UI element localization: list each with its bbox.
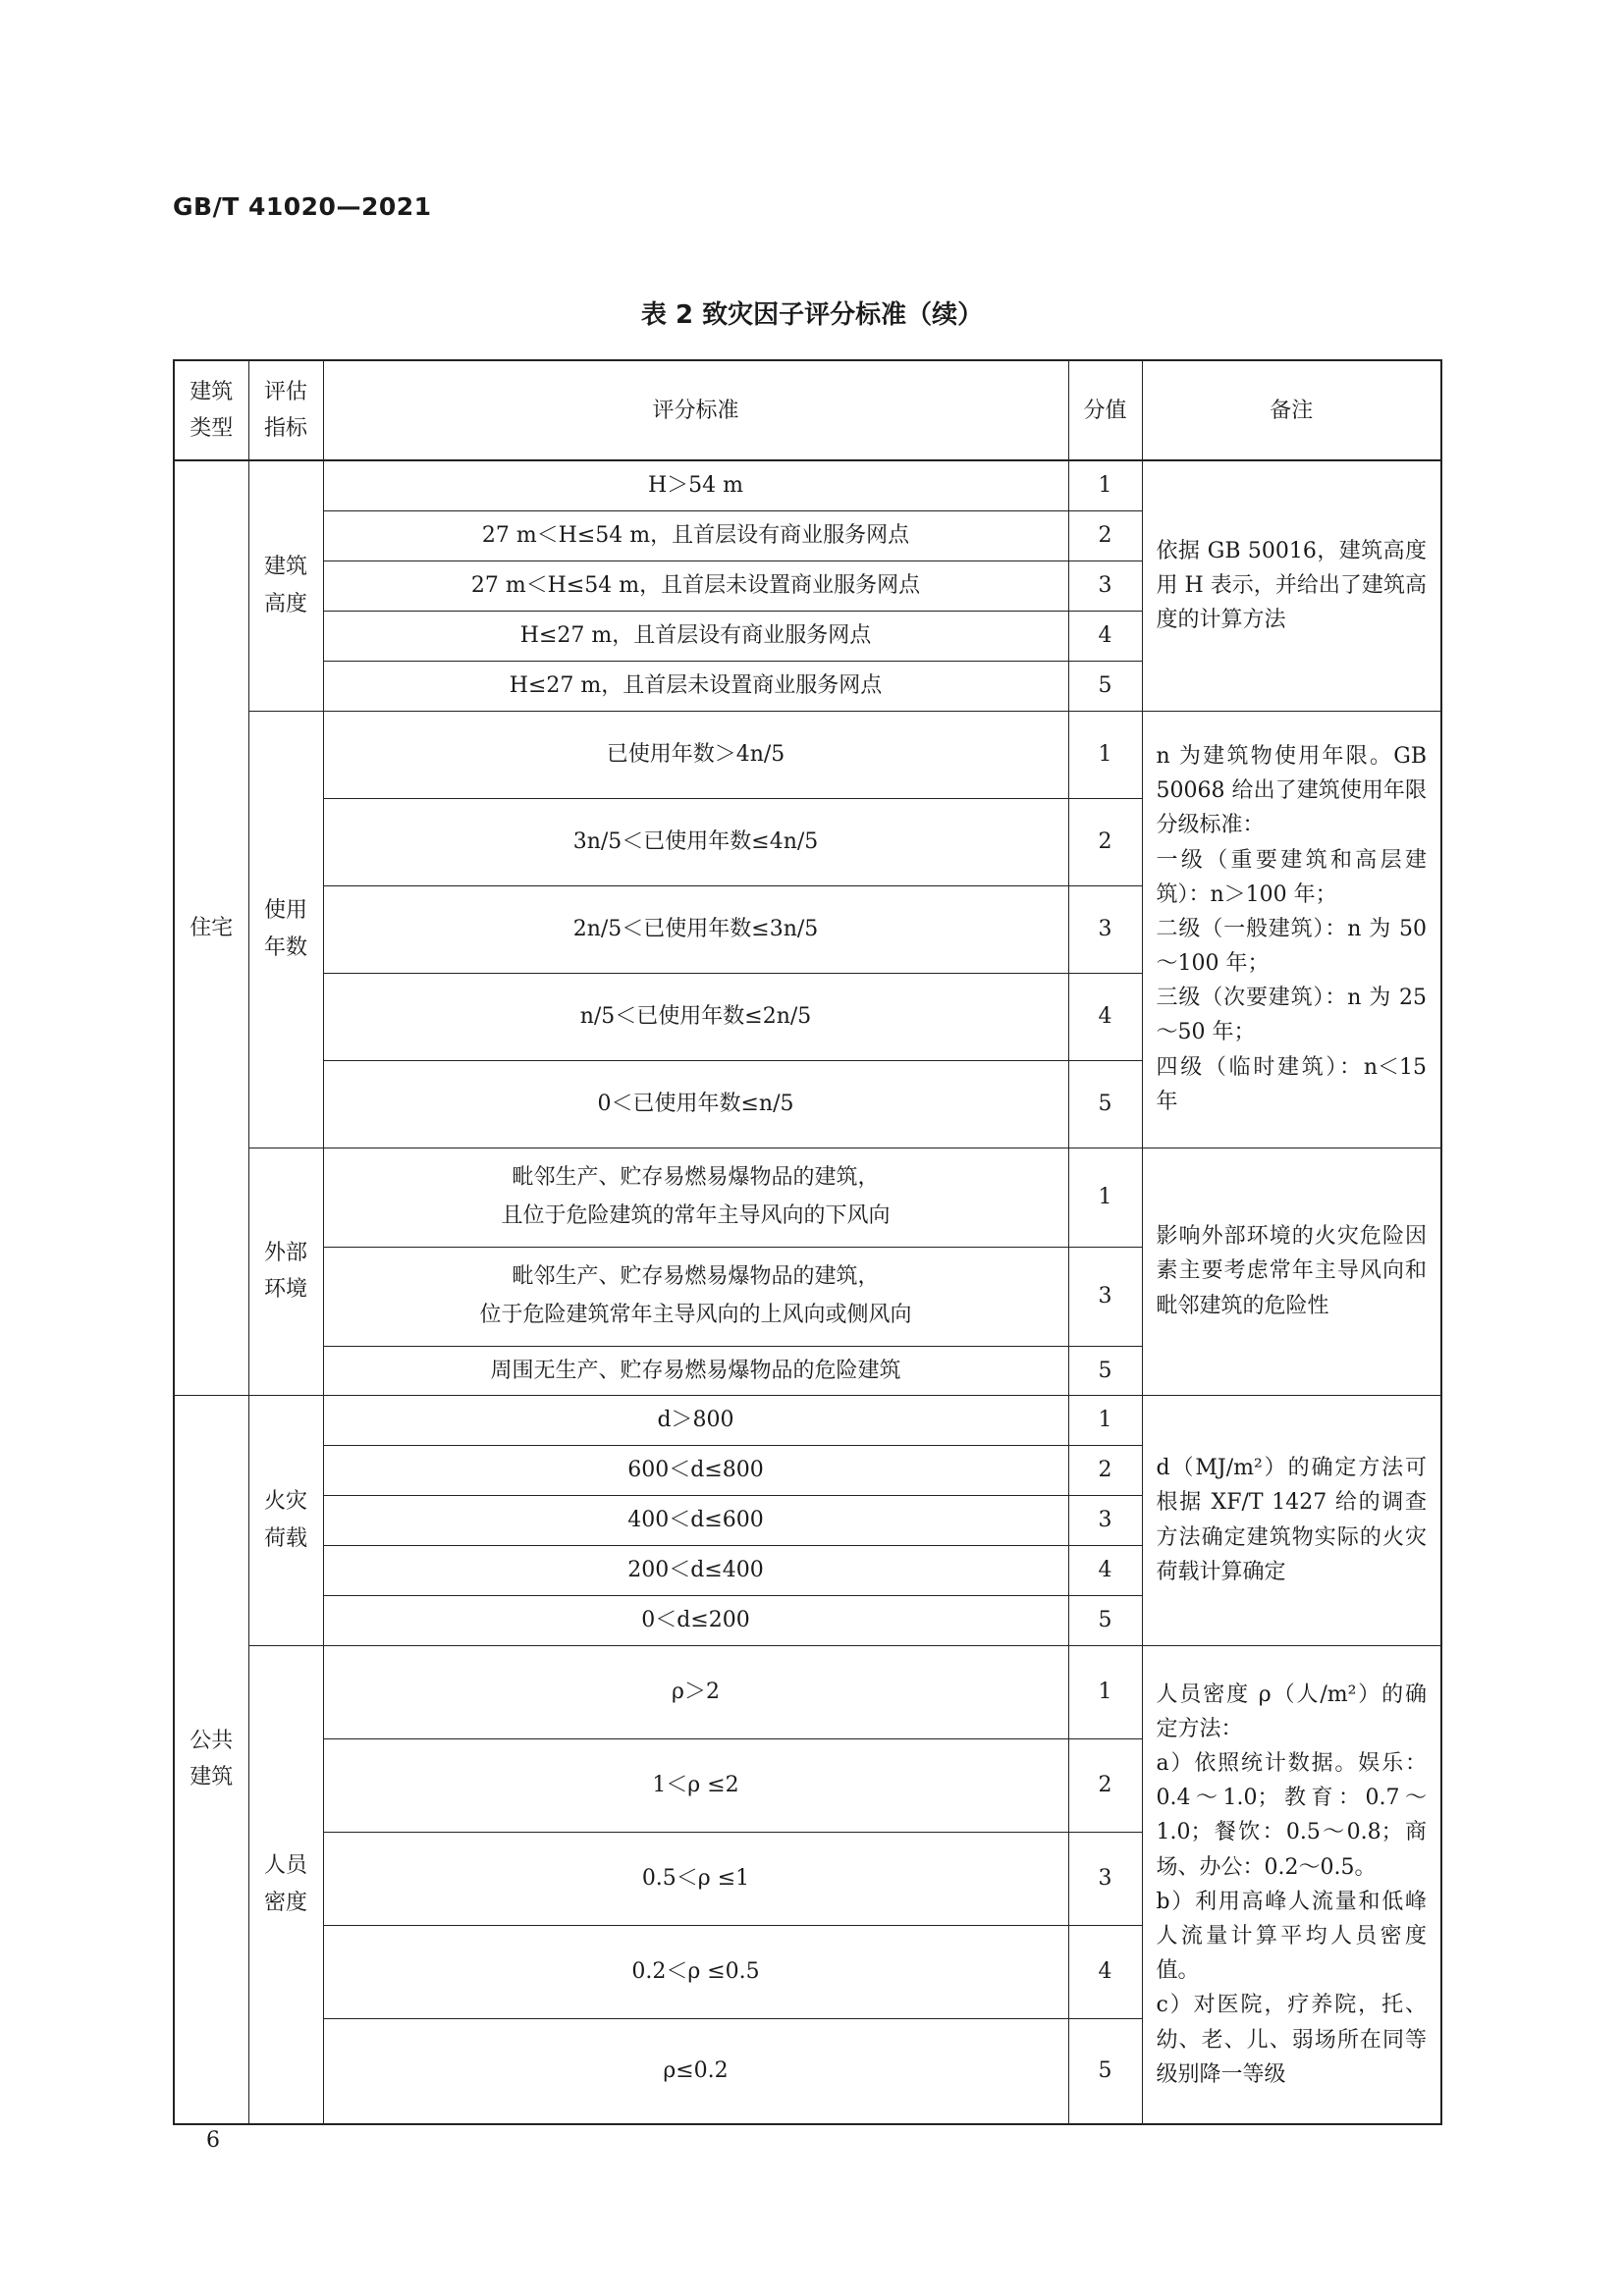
score-cell: 4 — [1068, 1545, 1142, 1595]
criterion-cell: 27 m＜H≤54 m，且首层设有商业服务网点 — [323, 510, 1068, 561]
building-type-cell: 公共 建筑 — [174, 1395, 248, 2124]
criterion-cell: d＞800 — [323, 1395, 1068, 1445]
score-cell: 2 — [1068, 1445, 1142, 1495]
score-cell: 2 — [1068, 1738, 1142, 1832]
criterion-cell: 周围无生产、贮存易燃易爆物品的危险建筑 — [323, 1346, 1068, 1395]
criterion-cell: 27 m＜H≤54 m，且首层未设置商业服务网点 — [323, 561, 1068, 611]
criterion-cell: 毗邻生产、贮存易燃易爆物品的建筑， 位于危险建筑常年主导风向的上风向或侧风向 — [323, 1247, 1068, 1346]
indicator-cell: 使用 年数 — [248, 711, 323, 1148]
note-cell: 影响外部环境的火灾危险因素主要考虑常年主导风向和毗邻建筑的危险性 — [1142, 1148, 1441, 1395]
table-title: 表 2 致灾因子评分标准（续） — [640, 300, 984, 330]
criterion-cell: ρ≤0.2 — [323, 2018, 1068, 2124]
note-cell: 依据 GB 50016，建筑高度用 H 表示，并给出了建筑高度的计算方法 — [1142, 460, 1441, 711]
score-cell: 2 — [1068, 798, 1142, 885]
page-number: 6 — [206, 2128, 220, 2153]
col-building-type: 建筑 类型 — [174, 360, 248, 460]
indicator-cell: 人员 密度 — [248, 1645, 323, 2124]
criterion-cell: H≤27 m，且首层未设置商业服务网点 — [323, 661, 1068, 711]
score-cell: 5 — [1068, 661, 1142, 711]
criterion-cell: 0＜d≤200 — [323, 1595, 1068, 1645]
table-row — [174, 460, 1441, 510]
score-cell: 3 — [1068, 1247, 1142, 1346]
col-indicator: 评估 指标 — [248, 360, 323, 460]
score-cell: 5 — [1068, 2018, 1142, 2124]
standard-code: GB/T 41020—2021 — [173, 192, 432, 221]
table-row — [174, 1148, 1441, 1247]
score-cell: 1 — [1068, 460, 1142, 510]
scoring-table — [173, 359, 1442, 2125]
score-cell: 2 — [1068, 510, 1142, 561]
criterion-cell: 0.5＜ρ ≤1 — [323, 1832, 1068, 1925]
indicator-cell: 外部 环境 — [248, 1148, 323, 1395]
score-cell: 4 — [1068, 1925, 1142, 2018]
score-cell: 4 — [1068, 973, 1142, 1060]
score-cell: 1 — [1068, 1645, 1142, 1738]
score-cell: 1 — [1068, 1148, 1142, 1247]
criterion-cell: H＞54 m — [323, 460, 1068, 510]
note-cell: d（MJ/m²）的确定方法可根据 XF/T 1427 给的调查方法确定建筑物实际的火灾荷载计算确定 — [1142, 1395, 1441, 1645]
criterion-cell: 毗邻生产、贮存易燃易爆物品的建筑， 且位于危险建筑的常年主导风向的下风向 — [323, 1148, 1068, 1247]
criterion-cell: 2n/5＜已使用年数≤3n/5 — [323, 885, 1068, 973]
criterion-cell: 200＜d≤400 — [323, 1545, 1068, 1595]
note-cell: n 为建筑物使用年限。GB 50068 给出了建筑使用年限分级标准： 一级（重要建筑和高层建筑）：n＞100 年； 二级（一般建筑）：n 为 50～100 年； 三级（次要建筑）：n 为 25～50 年； 四级（临时建筑）：n＜15 年 — [1142, 711, 1441, 1148]
criterion-cell: 3n/5＜已使用年数≤4n/5 — [323, 798, 1068, 885]
criterion-cell: 400＜d≤600 — [323, 1495, 1068, 1545]
score-cell: 5 — [1068, 1595, 1142, 1645]
score-cell: 5 — [1068, 1346, 1142, 1395]
score-cell: 3 — [1068, 885, 1142, 973]
score-cell: 4 — [1068, 611, 1142, 661]
criterion-cell: ρ＞2 — [323, 1645, 1068, 1738]
table-header-row — [174, 360, 1441, 460]
criterion-cell: n/5＜已使用年数≤2n/5 — [323, 973, 1068, 1060]
table-row — [174, 1645, 1441, 1738]
criterion-cell: 600＜d≤800 — [323, 1445, 1068, 1495]
score-cell: 1 — [1068, 1395, 1142, 1445]
score-cell: 3 — [1068, 1495, 1142, 1545]
criterion-cell: 已使用年数＞4n/5 — [323, 711, 1068, 798]
indicator-cell: 建筑 高度 — [248, 460, 323, 711]
col-criterion: 评分标准 — [323, 360, 1068, 460]
col-note: 备注 — [1142, 360, 1441, 460]
table-row — [174, 1395, 1441, 1445]
table-row — [174, 711, 1441, 798]
score-cell: 1 — [1068, 711, 1142, 798]
criterion-cell: 0.2＜ρ ≤0.5 — [323, 1925, 1068, 2018]
building-type-cell: 住宅 — [174, 460, 248, 1395]
score-cell: 3 — [1068, 1832, 1142, 1925]
score-cell: 3 — [1068, 561, 1142, 611]
score-cell: 5 — [1068, 1060, 1142, 1148]
col-score: 分值 — [1068, 360, 1142, 460]
criterion-cell: H≤27 m，且首层设有商业服务网点 — [323, 611, 1068, 661]
criterion-cell: 0＜已使用年数≤n/5 — [323, 1060, 1068, 1148]
indicator-cell: 火灾 荷载 — [248, 1395, 323, 1645]
criterion-cell: 1＜ρ ≤2 — [323, 1738, 1068, 1832]
note-cell: 人员密度 ρ（人/m²）的确定方法： a）依照统计数据。娱乐：0.4～1.0；教育：0.7～1.0；餐饮：0.5～0.8；商场、办公：0.2～0.5。 b）利用高峰人流量和低峰人流量计算平均人员密度值。 c）对医院，疗养院，托、幼、老、儿、弱场所在同等级别降一等级 — [1142, 1645, 1441, 2124]
